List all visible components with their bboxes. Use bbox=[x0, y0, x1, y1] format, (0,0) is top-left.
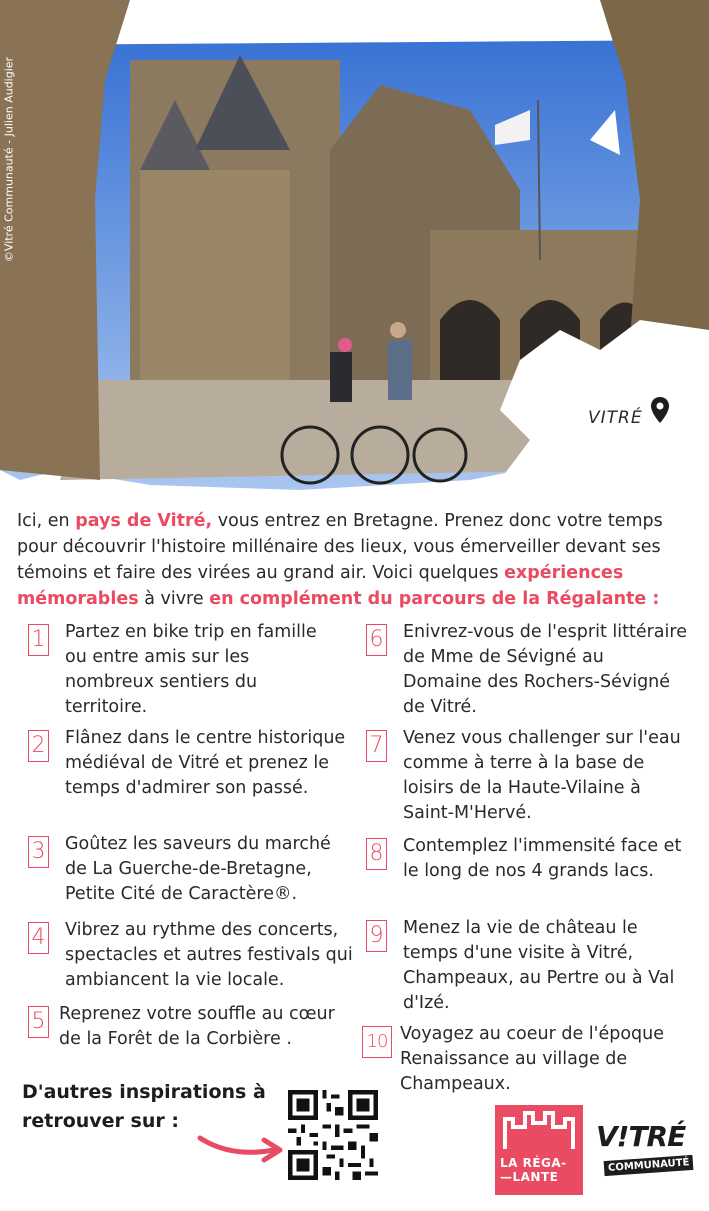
item-text: Menez la vie de château le temps d'une visite à Vitré, Champeaux, au Pertre ou à Val d'Izé. bbox=[403, 918, 675, 1013]
intro-paragraph: Ici, en pays de Vitré, vous entrez en Bretagne. Prenez donc votre temps pour découvrir l'histoire millénaire des lieux, vous émerveiller devant ses témoins et faire des virées au grand air. Voici quelques expériences mémorables à vivre en complément du parcours de la Régalante : bbox=[17, 511, 663, 609]
item-number: 9 bbox=[366, 920, 387, 952]
list-item bbox=[28, 832, 358, 907]
item-text: Enivrez-vous de l'esprit littéraire de Mme de Sévigné au Domaine des Rochers-Sévigné de Vitré. bbox=[403, 622, 687, 717]
list-item bbox=[28, 726, 358, 801]
qr-code-icon bbox=[288, 1090, 378, 1180]
arrow-icon bbox=[196, 1128, 286, 1168]
list-item bbox=[366, 916, 696, 1016]
list-item bbox=[28, 918, 358, 993]
item-text: Partez en bike trip en famille ou entre amis sur les nombreux sentiers du territoire. bbox=[65, 622, 317, 717]
item-text: Reprenez votre souffle au cœur de la Forêt de la Corbière . bbox=[59, 1004, 335, 1049]
vitre-communaute-logo: V!TRÉ COMMUNAUTÉ bbox=[594, 1118, 690, 1188]
list-item bbox=[366, 726, 696, 826]
footer-title: D'autres inspirations à retrouver sur : bbox=[22, 1081, 266, 1132]
item-number: 2 bbox=[28, 730, 49, 762]
la-regalante-logo: LA RÉGA- —LANTE bbox=[495, 1105, 583, 1195]
list-item bbox=[28, 620, 358, 720]
list-item bbox=[366, 620, 696, 720]
item-number: 4 bbox=[28, 922, 49, 954]
item-text: Vibrez au rythme des concerts, spectacles et autres festivals qui ambiancent la vie locale. bbox=[65, 920, 353, 990]
photo-credit: ©Vitré Communauté - Julien Audigier bbox=[2, 56, 16, 263]
qr-code[interactable] bbox=[288, 1090, 378, 1180]
list-item bbox=[362, 1022, 696, 1097]
item-number: 1 bbox=[28, 624, 49, 656]
location-label: VITRÉ bbox=[588, 408, 643, 428]
castle-icon bbox=[495, 1105, 583, 1155]
item-number: 8 bbox=[366, 838, 387, 870]
item-number: 5 bbox=[28, 1006, 49, 1038]
item-number: 3 bbox=[28, 836, 49, 868]
item-number: 7 bbox=[366, 730, 387, 762]
item-text: Voyagez au coeur de l'époque Renaissance au village de Champeaux. bbox=[400, 1024, 665, 1094]
list-item bbox=[28, 1002, 358, 1052]
item-text: Goûtez les saveurs du marché de La Guerche-de-Bretagne, Petite Cité de Caractère®. bbox=[65, 834, 331, 904]
list-item bbox=[366, 834, 696, 884]
item-text: Venez vous challenger sur l'eau comme à terre à la base de loisirs de la Haute-Vilaine à Saint-M'Hervé. bbox=[403, 728, 681, 823]
item-number: 6 bbox=[366, 624, 387, 656]
item-text: Flânez dans le centre historique médiéval de Vitré et prenez le temps d'admirer son passé. bbox=[65, 728, 346, 798]
item-text: Contemplez l'immensité face et le long de nos 4 grands lacs. bbox=[403, 836, 682, 881]
item-number: 10 bbox=[362, 1026, 392, 1058]
location-pin-icon bbox=[650, 396, 670, 424]
